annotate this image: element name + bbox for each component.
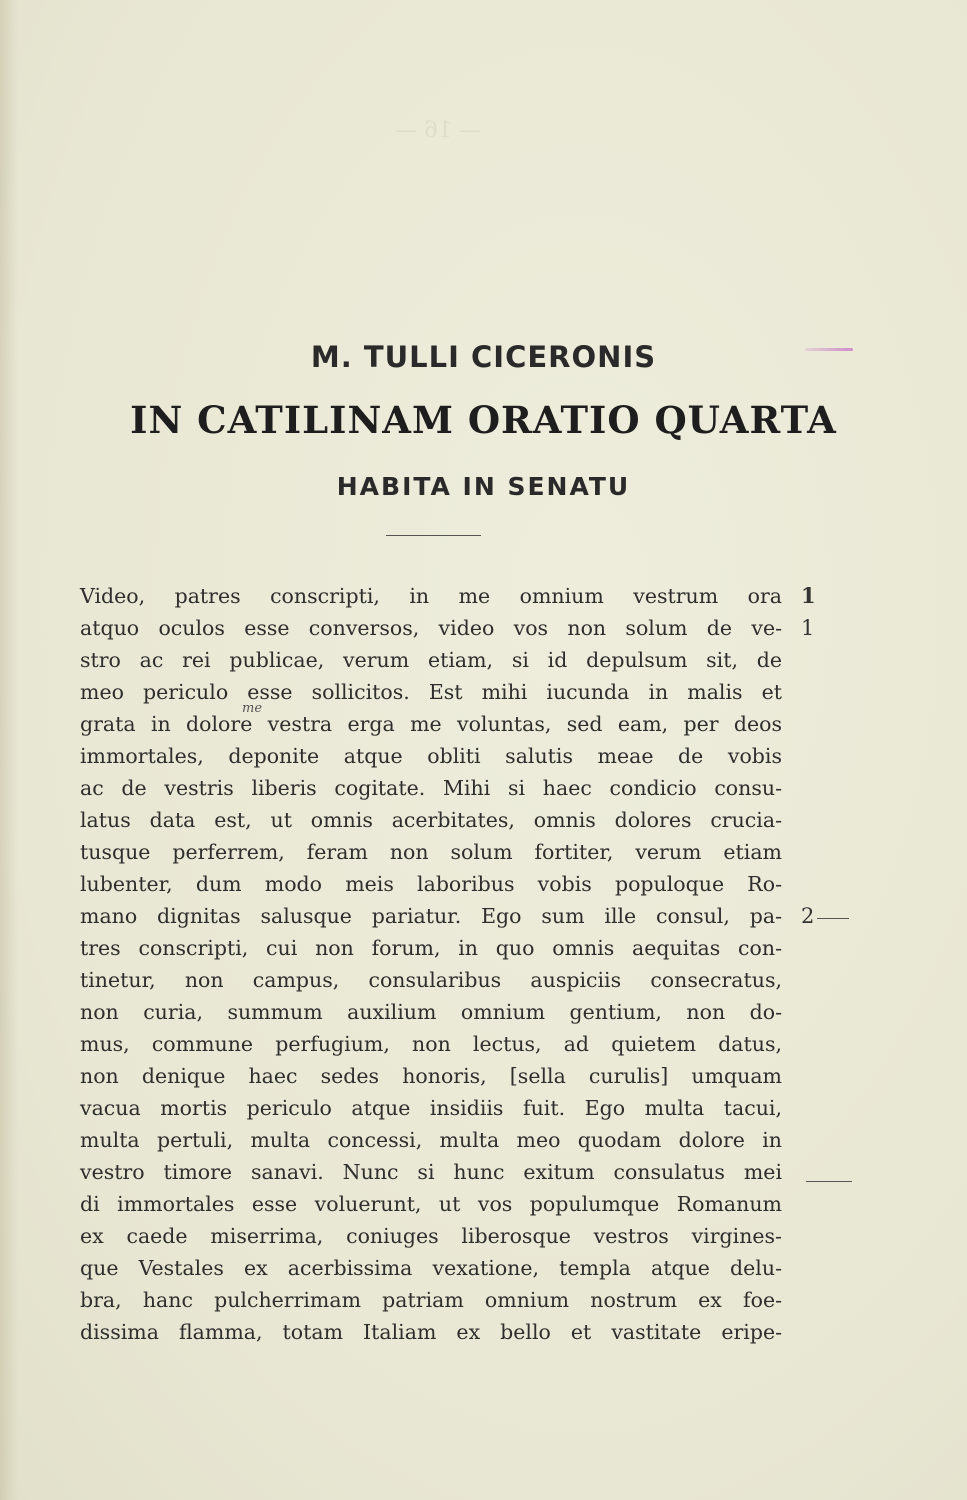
author-heading: M. TULLI CICERONIS (310, 340, 657, 374)
text-line: ac de vestris liberis cogitate. Mihi si haec condicio consu- (80, 776, 782, 800)
text-line: meo periculo esse sollicitos. Est mihi iucunda in malis et (80, 680, 782, 704)
text-line: ex caede miserrima, coniuges liberosque vestros virgines- (80, 1224, 782, 1248)
margin-section-number: 1 (801, 616, 815, 640)
text-line: mus, commune perfugium, non lectus, ad quietem datus, (80, 1032, 782, 1056)
text-line: stro ac rei publicae, verum etiam, si id depulsum sit, de (80, 648, 782, 672)
text-line: bra, hanc pulcherrimam patriam omnium nostrum ex foe- (80, 1288, 782, 1312)
text-line: di immortales esse voluerunt, ut vos populumque Romanum (80, 1192, 782, 1216)
text-line: non denique haec sedes honoris, [sella curulis] umquam (80, 1064, 782, 1088)
text-line: grata in dolore vestra erga me voluntas, sed eam, per deos (80, 712, 782, 736)
text-line: tres conscripti, cui non forum, in quo omnis aequitas con- (80, 936, 782, 960)
margin-pencil-dash (817, 918, 849, 919)
text-line: vestro timore sanavi. Nunc si hunc exitum consulatus mei (80, 1160, 782, 1184)
margin-section-number: 2 (801, 904, 815, 928)
text-line: atquo oculos esse conversos, video vos non solum de ve- (80, 616, 782, 640)
text-line: mano dignitas salusque pariatur. Ego sum ille consul, pa- (80, 904, 782, 928)
text-line: dissima flamma, totam Italiam ex bello et vastitate eripe- (80, 1320, 782, 1344)
margin-pencil-dash (806, 1181, 852, 1182)
text-line: latus data est, ut omnis acerbitates, omnis dolores crucia- (80, 808, 782, 832)
text-line: immortales, deponite atque obliti salutis meae de vobis (80, 744, 782, 768)
text-line: tinetur, non campus, consularibus auspiciis consecratus, (80, 968, 782, 992)
margin-section-number: 1 (801, 583, 816, 608)
text-line: vacua mortis periculo atque insidiis fuit. Ego multa tacui, (80, 1096, 782, 1120)
text-line: tusque perferrem, feram non solum fortiter, verum etiam (80, 840, 782, 864)
text-line: lubenter, dum modo meis laboribus vobis populoque Ro- (80, 872, 782, 896)
oration-title: IN CATILINAM ORATIO QUARTA (130, 398, 837, 442)
handwritten-annotation: me (242, 701, 263, 716)
text-line: multa pertuli, multa concessi, multa meo quodam dolore in (80, 1128, 782, 1152)
text-line: Video, patres conscripti, in me omnium vestrum ora (80, 584, 782, 608)
bleed-through-page-number: — 16 — (395, 118, 481, 143)
text-line: que Vestales ex acerbissima vexatione, templa atque delu- (80, 1256, 782, 1280)
oration-subtitle: HABITA IN SENATU (336, 472, 631, 501)
text-line: non curia, summum auxilium omnium gentium, non do- (80, 1000, 782, 1024)
title-divider (386, 535, 481, 536)
